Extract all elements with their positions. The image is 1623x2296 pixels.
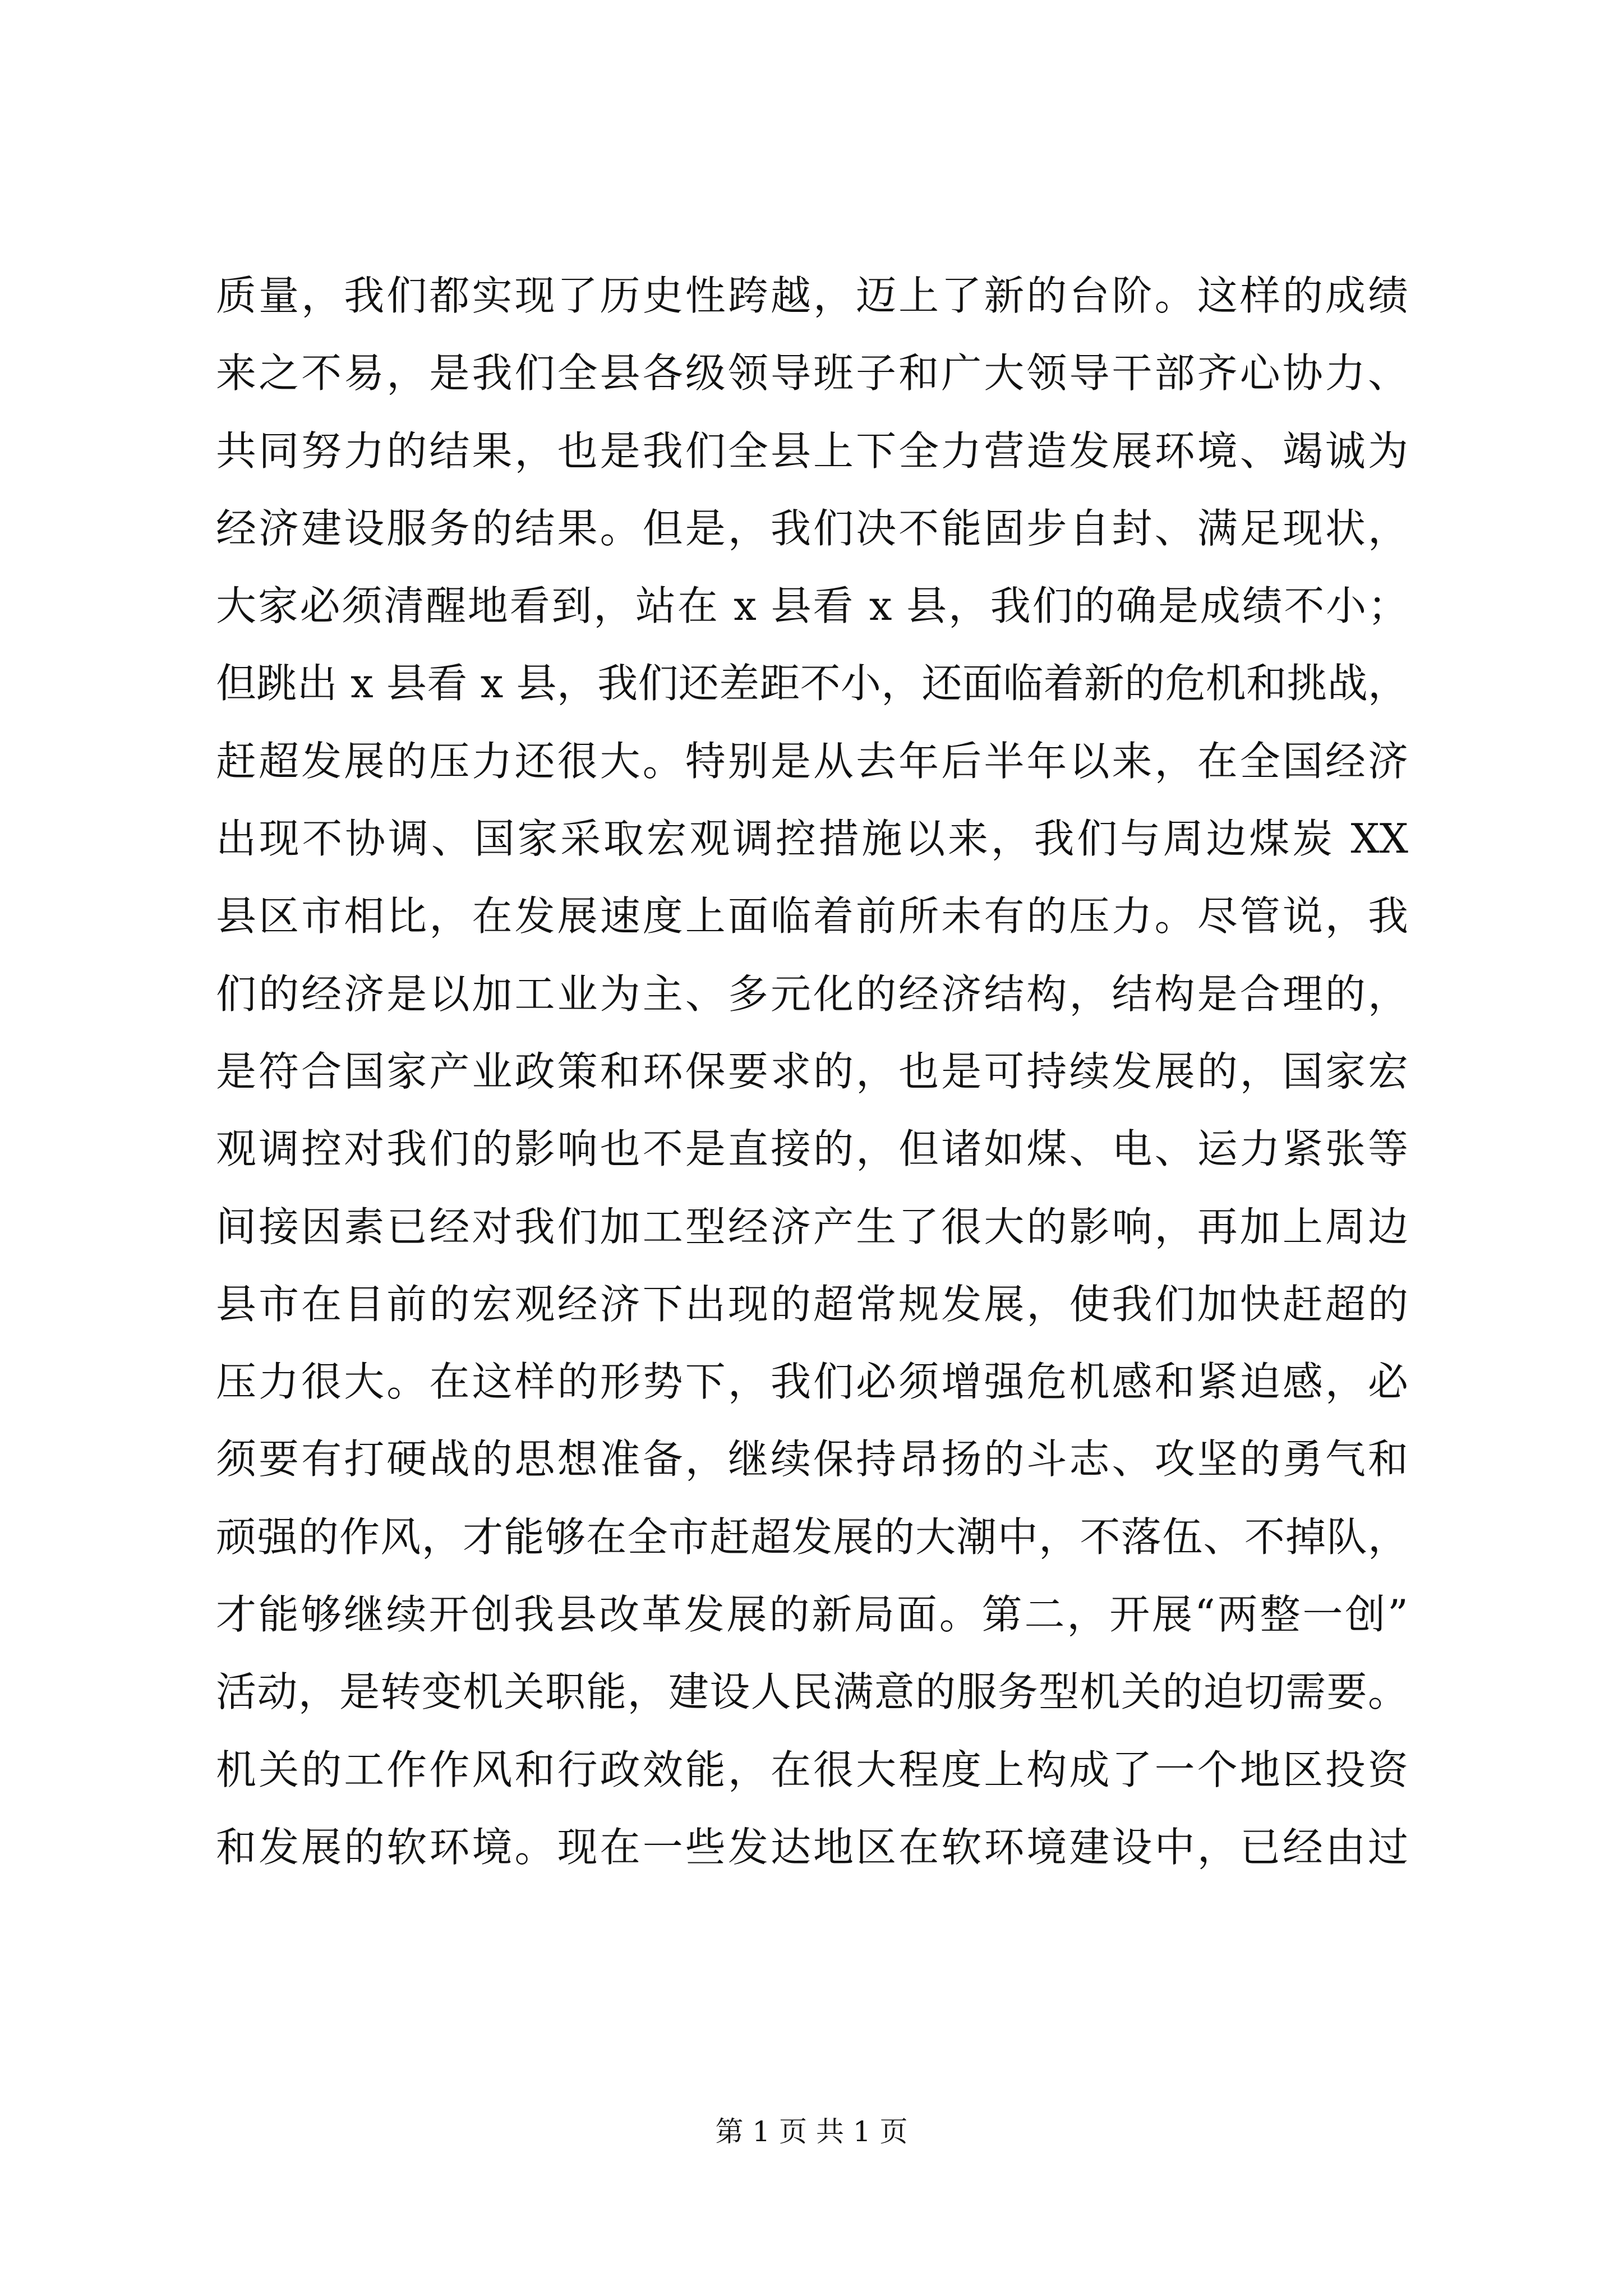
text-line: 才能够继续开创我县改革发展的新局面。第二，开展“两整一创” (216, 1591, 1408, 1639)
text-line: 经济建设服务的结果。但是，我们决不能固步自封、满足现状， (216, 504, 1408, 552)
text-line: 活动，是转变机关职能，建设人民满意的服务型机关的迫切需要。 (216, 1668, 1408, 1716)
text-line: 间接因素已经对我们加工型经济产生了很大的影响，再加上周边 (216, 1203, 1408, 1250)
text-line: 赶超发展的压力还很大。特别是从去年后半年以来，在全国经济 (216, 737, 1408, 785)
body-text (216, 257, 1408, 1886)
text-line: 机关的工作作风和行政效能，在很大程度上构成了一个地区投资 (216, 1746, 1408, 1793)
text-line: 共同努力的结果，也是我们全县上下全力营造发展环境、竭诚为 (216, 427, 1408, 475)
text-line: 县市在目前的宏观经济下出现的超常规发展，使我们加快赶超的 (216, 1280, 1408, 1328)
text-line: 县区市相比，在发展速度上面临着前所未有的压力。尽管说，我 (216, 892, 1408, 940)
text-line: 们的经济是以加工业为主、多元化的经济结构，结构是合理的， (216, 970, 1408, 1018)
page-footer: 第 1 页 共 1 页 (715, 2115, 908, 2148)
text-line: 大家必须清醒地看到，站在 x 县看 x 县，我们的确是成绩不小； (216, 582, 1408, 630)
text-line: 和发展的软环境。现在一些发达地区在软环境建设中，已经由过 (216, 1823, 1408, 1871)
text-line: 质量，我们都实现了历史性跨越，迈上了新的台阶。这样的成绩 (216, 272, 1408, 319)
text-line: 顽强的作风，才能够在全市赶超发展的大潮中，不落伍、不掉队， (216, 1513, 1408, 1561)
text-line: 观调控对我们的影响也不是直接的，但诸如煤、电、运力紧张等 (216, 1125, 1408, 1173)
text-line: 须要有打硬战的思想准备，继续保持昂扬的斗志、攻坚的勇气和 (216, 1435, 1408, 1483)
text-line: 出现不协调、国家采取宏观调控措施以来，我们与周边煤炭 XX (216, 815, 1408, 863)
text-line: 但跳出 x 县看 x 县，我们还差距不小，还面临着新的危机和挑战， (216, 660, 1408, 707)
text-line: 是符合国家产业政策和环保要求的，也是可持续发展的，国家宏 (216, 1047, 1408, 1095)
text-line: 压力很大。在这样的形势下，我们必须增强危机感和紧迫感，必 (216, 1358, 1408, 1406)
text-line: 来之不易，是我们全县各级领导班子和广大领导干部齐心协力、 (216, 349, 1408, 397)
